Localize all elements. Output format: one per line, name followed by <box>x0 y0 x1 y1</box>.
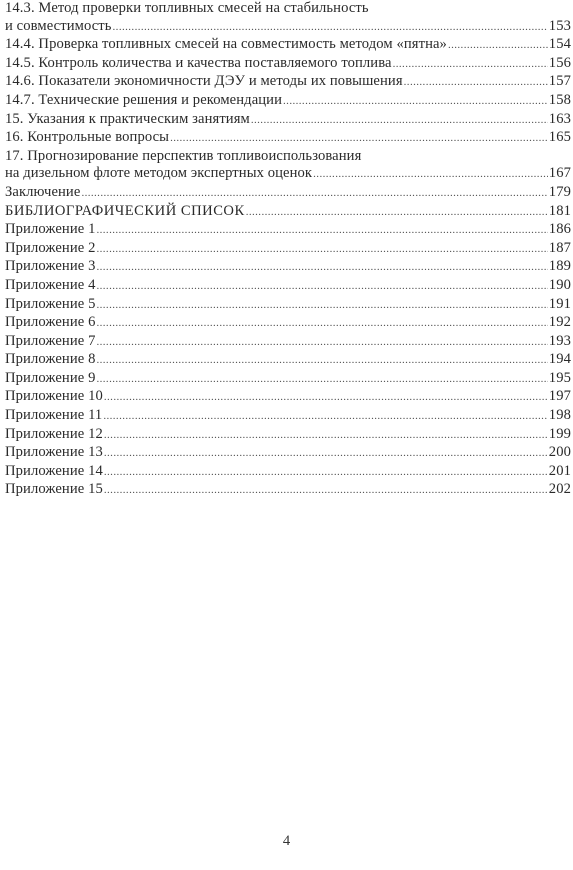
dot-leader <box>96 222 547 240</box>
dot-leader <box>404 74 548 92</box>
dot-leader <box>96 259 547 277</box>
toc-entry <box>5 55 571 74</box>
toc-entry <box>5 73 571 92</box>
toc-entry <box>5 148 571 184</box>
dot-leader <box>448 37 548 55</box>
toc-page-number: 154 <box>548 36 571 53</box>
toc-page-number: 190 <box>548 276 571 293</box>
toc-entry-title: Приложение 7 <box>5 332 96 349</box>
dot-leader <box>96 297 547 315</box>
toc-entry-title: Приложение 4 <box>5 276 96 293</box>
dot-leader <box>96 278 547 296</box>
toc-page-number: 197 <box>548 388 571 405</box>
toc-page-number: 191 <box>548 295 571 312</box>
toc-entry <box>5 240 571 259</box>
toc-page-number: 195 <box>548 369 571 386</box>
toc-page-number: 167 <box>548 165 571 182</box>
dot-leader <box>96 352 547 370</box>
dot-leader <box>104 427 548 445</box>
toc-entry <box>5 444 571 463</box>
dot-leader <box>81 185 547 203</box>
toc-page-number: 181 <box>548 202 571 219</box>
dot-leader <box>103 408 547 426</box>
toc-entry <box>5 426 571 445</box>
toc-entry <box>5 184 571 203</box>
toc-page-number: 202 <box>548 481 571 498</box>
toc-entry-title: Приложение 6 <box>5 314 96 331</box>
toc-page-number: 201 <box>548 462 571 479</box>
dot-leader <box>104 389 548 407</box>
toc-entry-title: Приложение 11 <box>5 407 103 424</box>
dot-leader <box>104 464 548 482</box>
toc-entry-title: Заключение <box>5 183 81 200</box>
dot-leader <box>96 371 547 389</box>
toc-entry <box>5 258 571 277</box>
toc-entry <box>5 481 571 500</box>
toc-entry-title: Приложение 3 <box>5 258 96 275</box>
toc-page-number: 193 <box>548 332 571 349</box>
dot-leader <box>246 204 548 222</box>
dot-leader <box>170 130 548 148</box>
toc-entry <box>5 314 571 333</box>
toc-page-number: 163 <box>548 110 571 127</box>
toc-entry <box>5 277 571 296</box>
toc-entry <box>5 463 571 482</box>
dot-leader <box>313 166 548 184</box>
toc-entry <box>5 111 571 130</box>
toc-entry <box>5 333 571 352</box>
toc-entry-title: Приложение 15 <box>5 481 103 498</box>
toc-page-number: 156 <box>548 54 571 71</box>
toc-entry-title: БИБЛИОГРАФИЧЕСКИЙ СПИСОК <box>5 202 245 219</box>
toc-page-number: 153 <box>548 17 571 34</box>
dot-leader <box>96 241 547 259</box>
toc-entry-title: Приложение 12 <box>5 425 103 442</box>
toc-entry <box>5 221 571 240</box>
toc-entry <box>5 0 571 36</box>
toc-page-number: 186 <box>548 221 571 238</box>
toc-entry-title: 16. Контрольные вопросы <box>5 129 170 146</box>
toc-entry <box>5 203 571 222</box>
toc-entry <box>5 92 571 111</box>
dot-leader <box>113 19 548 37</box>
toc-page-number: 179 <box>548 183 571 200</box>
toc-entry <box>5 129 571 148</box>
toc-entry-title: Приложение 2 <box>5 239 96 256</box>
toc-page-number: 189 <box>548 258 571 275</box>
toc-entry <box>5 296 571 315</box>
toc-entry-title: 14.5. Контроль количества и качества поставляемого топлива <box>5 54 392 71</box>
toc-entry-title: 17. Прогнозирование перспектив топливоиспользования <box>5 147 362 164</box>
dot-leader <box>96 315 547 333</box>
toc-entry-title: и совместимость <box>5 17 112 34</box>
toc-entry <box>5 351 571 370</box>
toc-entry-title: 14.7. Технические решения и рекомендации <box>5 91 283 108</box>
toc-entry-title: 14.6. Показатели экономичности ДЭУ и методы их повышения <box>5 73 403 90</box>
toc-entry-title: 14.4. Проверка топливных смесей на совместимость методом «пятна» <box>5 36 447 53</box>
toc-entry-title: Приложение 5 <box>5 295 96 312</box>
toc-entry-title: 14.3. Метод проверки топливных смесей на стабильность <box>5 0 369 16</box>
toc-entry-title: Приложение 1 <box>5 221 96 238</box>
dot-leader <box>251 112 548 130</box>
toc-entry-title: Приложение 8 <box>5 351 96 368</box>
page-number: 4 <box>282 833 291 849</box>
table-of-contents <box>5 0 571 500</box>
dot-leader <box>104 445 548 463</box>
dot-leader <box>96 334 547 352</box>
toc-page-number: 199 <box>548 425 571 442</box>
toc-entry-title: Приложение 9 <box>5 369 96 386</box>
toc-entry-title: Приложение 13 <box>5 444 103 461</box>
dot-leader <box>283 93 548 111</box>
toc-entry <box>5 388 571 407</box>
toc-entry-title: Приложение 14 <box>5 462 103 479</box>
toc-page-number: 158 <box>548 91 571 108</box>
toc-entry <box>5 36 571 55</box>
toc-entry-title: 15. Указания к практическим занятиям <box>5 110 250 127</box>
toc-page-number: 198 <box>548 407 571 424</box>
toc-entry-title: на дизельном флоте методом экспертных оценок <box>5 165 313 182</box>
toc-entry <box>5 370 571 389</box>
toc-entry <box>5 407 571 426</box>
toc-page-number: 157 <box>548 73 571 90</box>
toc-page-number: 192 <box>548 314 571 331</box>
toc-page-number: 165 <box>548 129 571 146</box>
toc-page-number: 200 <box>548 444 571 461</box>
dot-leader <box>393 56 548 74</box>
toc-page-number: 194 <box>548 351 571 368</box>
dot-leader <box>104 482 548 500</box>
toc-entry-title: Приложение 10 <box>5 388 103 405</box>
toc-page-number: 187 <box>548 239 571 256</box>
